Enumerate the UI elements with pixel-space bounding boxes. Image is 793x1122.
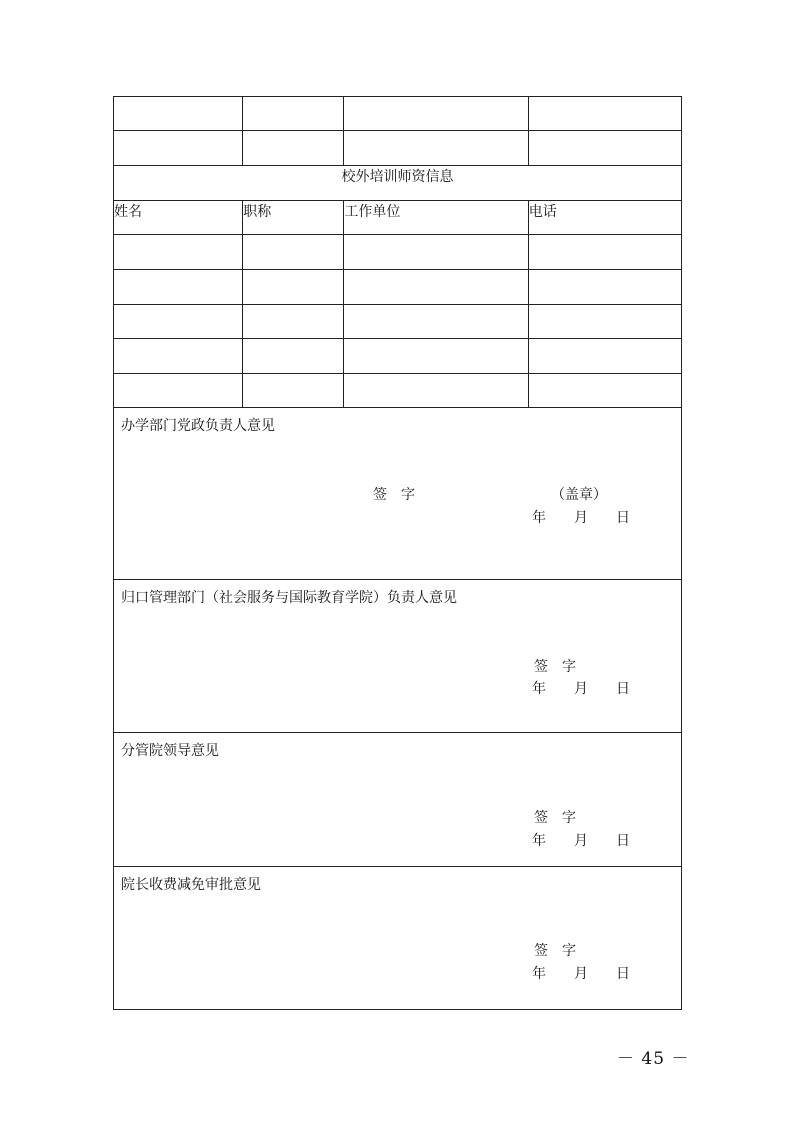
- dept-sign-label: 签 字: [373, 487, 415, 503]
- blank-cell[interactable]: [243, 97, 344, 131]
- title-cell[interactable]: [243, 235, 344, 270]
- opinion-row-dept: [114, 408, 682, 580]
- employer-cell[interactable]: [344, 235, 528, 270]
- blank-cell[interactable]: [344, 131, 528, 166]
- phone-cell[interactable]: [528, 339, 681, 374]
- header-title: 职称: [243, 201, 344, 235]
- admin-date-label: 年 月 日: [532, 681, 630, 697]
- page-number: － 45 －: [617, 1049, 690, 1069]
- name-cell[interactable]: [114, 235, 243, 270]
- table-row: [114, 305, 682, 339]
- blank-cell[interactable]: [528, 97, 681, 131]
- blank-cell[interactable]: [114, 131, 243, 166]
- header-employer: 工作单位: [344, 201, 528, 235]
- leader-opinion-cell[interactable]: [114, 733, 682, 867]
- president-date-label: 年 月 日: [532, 966, 630, 982]
- table-row: [114, 235, 682, 270]
- teacher-section-title: 校外培训师资信息: [114, 166, 682, 201]
- dept-opinion-cell[interactable]: [114, 408, 682, 580]
- leader-sign-label: 签 字: [534, 810, 576, 826]
- opinion-row-admin: [114, 580, 682, 733]
- phone-cell[interactable]: [528, 270, 681, 305]
- name-cell[interactable]: [114, 270, 243, 305]
- dept-date-label: 年 月 日: [532, 510, 630, 526]
- phone-cell[interactable]: [528, 305, 681, 339]
- phone-cell[interactable]: [528, 235, 681, 270]
- blank-cell[interactable]: [243, 131, 344, 166]
- header-row: [114, 201, 682, 235]
- admin-opinion-cell[interactable]: [114, 580, 682, 733]
- header-phone: 电话: [528, 201, 681, 235]
- application-form-table: [113, 96, 682, 1010]
- dept-opinion-title: 办学部门党政负责人意见: [121, 418, 275, 434]
- title-cell[interactable]: [243, 305, 344, 339]
- opinion-row-president: [114, 867, 682, 1010]
- header-name: 姓名: [114, 201, 243, 235]
- admin-opinion-title: 归口管理部门（社会服务与国际教育学院）负责人意见: [121, 590, 457, 606]
- title-cell[interactable]: [243, 339, 344, 374]
- title-cell[interactable]: [243, 374, 344, 408]
- employer-cell[interactable]: [344, 339, 528, 374]
- table-row: [114, 97, 682, 131]
- employer-cell[interactable]: [344, 305, 528, 339]
- name-cell[interactable]: [114, 339, 243, 374]
- leader-opinion-title: 分管院领导意见: [121, 743, 219, 759]
- table-row: [114, 270, 682, 305]
- admin-sign-label: 签 字: [534, 659, 576, 675]
- opinion-row-leader: [114, 733, 682, 867]
- table-row: [114, 374, 682, 408]
- section-caption-row: [114, 166, 682, 201]
- president-sign-label: 签 字: [534, 943, 576, 959]
- table-row: [114, 339, 682, 374]
- blank-cell[interactable]: [528, 131, 681, 166]
- table-row: [114, 131, 682, 166]
- president-opinion-cell[interactable]: [114, 867, 682, 1010]
- name-cell[interactable]: [114, 305, 243, 339]
- blank-cell[interactable]: [114, 97, 243, 131]
- blank-cell[interactable]: [344, 97, 528, 131]
- employer-cell[interactable]: [344, 374, 528, 408]
- dept-seal-label: （盖章）: [551, 487, 607, 503]
- leader-date-label: 年 月 日: [532, 833, 630, 849]
- name-cell[interactable]: [114, 374, 243, 408]
- phone-cell[interactable]: [528, 374, 681, 408]
- employer-cell[interactable]: [344, 270, 528, 305]
- title-cell[interactable]: [243, 270, 344, 305]
- president-opinion-title: 院长收费减免审批意见: [121, 877, 261, 893]
